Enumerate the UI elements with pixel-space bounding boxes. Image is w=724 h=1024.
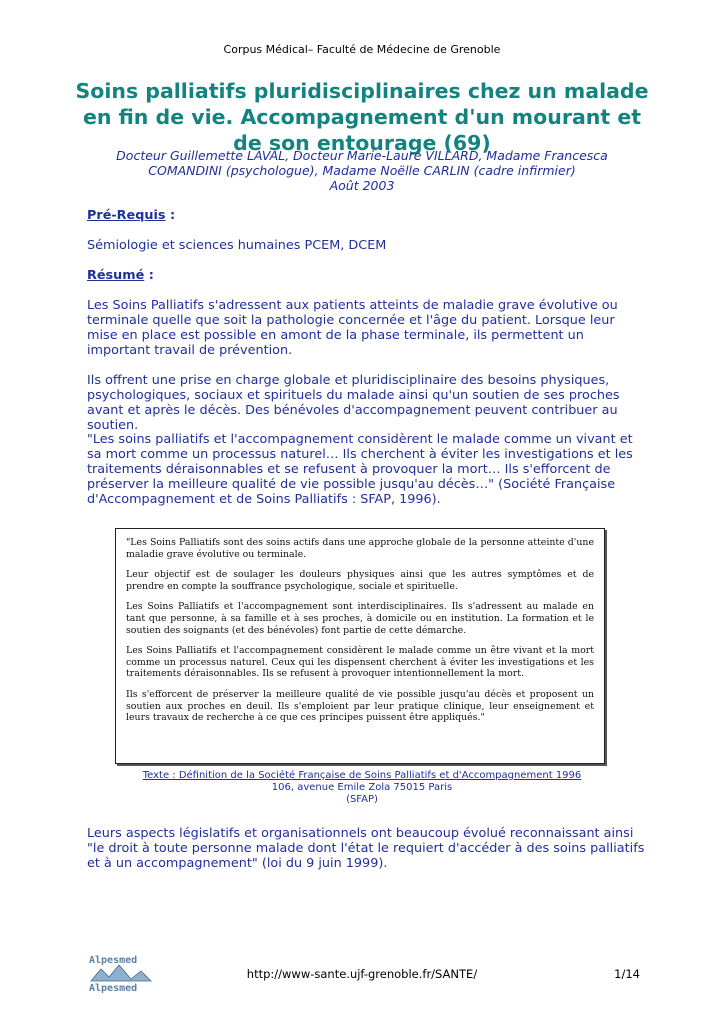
resume-heading-label: Résumé: [87, 268, 145, 283]
document-title: [60, 78, 664, 156]
caption-link[interactable]: Texte : Définition de la Société Française de Soins Palliatifs et d'Accompagnement 1996: [142, 770, 582, 781]
page-header: Corpus Médical– Faculté de Médecine de Grenoble: [223, 43, 501, 56]
logo-text-bottom: Alpesmed: [89, 983, 138, 993]
caption-address: 106, avenue Emile Zola 75015 Paris: [271, 782, 453, 793]
page-number: 1/14: [614, 967, 640, 981]
resume-heading-colon: :: [144, 268, 154, 283]
quote-paragraph-1: "Les Soins Palliatifs sont des soins actifs dans une approche globale de la personne atteinte d'une maladie grave évolutive ou terminale.: [126, 537, 594, 560]
footer-url[interactable]: http://www-sante.ujf-grenoble.fr/SANTE/: [246, 967, 478, 981]
resume-paragraph-3: "Les soins palliatifs et l'accompagnement considèrent le malade comme un vivant et sa mort comme un processus naturel… Ils cherchent à éviter les investigations et les traitements déraisonnables et se refusent à provoquer la mort… Ils s'efforcent de préserver la meilleure qualité de vie possible jusqu'au décès…" (Société Française d'Accompagnement et de Soins Palliatifs : SFAP, 1996).: [87, 432, 633, 507]
authors-line-2: COMANDINI (psychologue), Madame Noëlle CARLIN (cadre infirmier): [148, 163, 576, 178]
resume-heading: [87, 268, 647, 283]
title-line-3: de son entourage (69): [233, 131, 491, 155]
quote-paragraph-3: Les Soins Palliatifs et l'accompagnement sont interdisciplinaires. Ils s'adressent au malade en tant que personne, à sa famille et à ses proches, à domicile ou en institution. La formation et le soutien des soignants (et des bénévoles) font partie de cette démarche.: [126, 601, 594, 636]
prerequis-heading: [87, 208, 647, 223]
resume-paragraph-2: Ils offrent une prise en charge globale et pluridisciplinaire des besoins physiques, psychologiques, sociaux et spirituels du malade ainsi qu'un soutien de ses proches avant et après le décès. Des bénévoles d'accompagnement peuvent contribuer au soutien.: [87, 373, 620, 433]
title-line-1: Soins palliatifs pluridisciplinaires chez un malade: [75, 79, 649, 103]
caption-acronym: (SFAP): [346, 794, 378, 805]
title-line-2: en fin de vie. Accompagnement d'un mourant et: [82, 105, 642, 129]
closing-paragraph: Leurs aspects législatifs et organisationnels ont beaucoup évolué reconnaissant ainsi "le droit à toute personne malade dont l'état le requiert d'accéder à des soins palliatifs et à un accompagnement" (loi du 9 juin 1999).: [87, 826, 645, 871]
publication-date: Août 2003: [329, 178, 395, 193]
sfap-definition-box: [115, 528, 605, 764]
authors-block: [60, 148, 664, 193]
prerequis-heading-label: Pré-Requis: [87, 208, 166, 223]
resume-paragraph-1: Les Soins Palliatifs s'adressent aux patients atteints de maladie grave évolutive ou terminale quelle que soit la pathologie concernée et l'âge du patient. Lorsque leur mise en place est possible en amont de la phase terminale, ils permettent un important travail de prévention.: [87, 298, 618, 358]
prerequis-heading-colon: :: [165, 208, 176, 223]
prerequis-text: Sémiologie et sciences humaines PCEM, DCEM: [87, 238, 387, 253]
authors-line-1: Docteur Guillemette LAVAL, Docteur Marie-Laure VILLARD, Madame Francesca: [116, 148, 608, 163]
quote-paragraph-5: Ils s'efforcent de préserver la meilleure qualité de vie possible jusqu'au décès et proposent un soutien aux proches en deuil. Ils s'emploient par leur pratique clinique, leur enseignement et leurs travaux de recherche à ce que ces principes puissent être appliqués.": [126, 688, 594, 724]
quote-paragraph-2: Leur objectif est de soulager les douleurs physiques ainsi que les autres symptômes et de prendre en compte la souffrance psychologique, sociale et spirituelle.: [126, 569, 594, 592]
figure-caption: [100, 770, 624, 806]
quote-paragraph-4: Les Soins Palliatifs et l'accompagnement considèrent le malade comme un être vivant et la mort comme un processus naturel. Ceux qui les dispensent cherchent à éviter les investigations et les traitements déraisonnables. Ils se refusent à provoquer intentionnellement la mort.: [126, 645, 594, 680]
logo-text-top: Alpesmed: [89, 955, 138, 966]
